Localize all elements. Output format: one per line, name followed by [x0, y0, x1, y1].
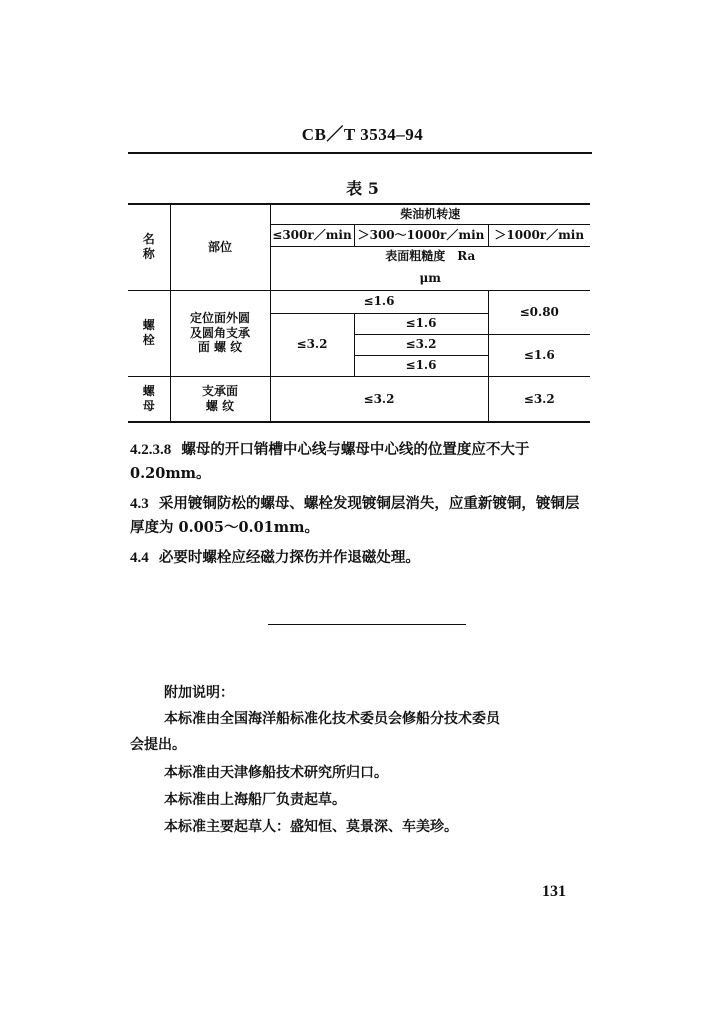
bolt-high-bottom-value: ≤1.6	[488, 334, 590, 376]
clause-number: 4.4	[130, 550, 149, 566]
bolt-low-value: ≤3.2	[270, 313, 354, 376]
section-divider	[268, 624, 466, 625]
clause-4-4	[130, 546, 592, 570]
bolt-name-text	[128, 318, 170, 348]
notes-line-4: 本标准主要起草人：盛知恒、莫景深、车美珍。	[164, 819, 458, 835]
clause-text: 螺母的开口销槽中心线与螺母中心线的位置度应不大于 0.20mm。	[130, 441, 530, 482]
bolt-part-cell	[170, 290, 270, 376]
notes-line-1: 本标准由全国海洋船标准化技术委员会修船分技术委员	[164, 711, 500, 727]
bolt-name-cell	[128, 290, 170, 376]
nut-part-line2: 螺 纹	[205, 398, 235, 413]
nut-name-text	[128, 384, 170, 414]
roughness-table	[128, 203, 590, 423]
table-caption: 表 5	[346, 179, 379, 198]
name-char: 螺	[142, 383, 155, 398]
nut-low-mid-value: ≤3.2	[270, 376, 488, 422]
document-code: CB／T 3534–94	[301, 125, 424, 144]
header-name-cell	[128, 204, 170, 290]
header-name-text	[128, 232, 170, 262]
bolt-part-line2: 及圆角支承	[189, 325, 250, 340]
name-char: 名	[142, 232, 155, 247]
roughness-unit: μm	[270, 266, 590, 290]
notes-line-3: 本标准由上海船厂负责起草。	[164, 792, 346, 808]
name-char: 螺	[142, 318, 155, 332]
header-part-cell	[170, 204, 270, 290]
nut-part-cell	[170, 376, 270, 422]
clause-text: 采用镀铜防松的螺母、螺栓发现镀铜层消失，应重新镀铜，镀铜层厚度为 0.005～0.01mm。	[130, 495, 580, 536]
clause-number: 4.2.3.8	[130, 442, 172, 458]
speed-group-header: 柴油机转速	[270, 204, 590, 224]
nut-high-value: ≤3.2	[488, 376, 590, 422]
clause-4-3	[130, 492, 592, 539]
nut-name-cell	[128, 376, 170, 422]
page-number: 131	[542, 883, 566, 900]
clause-4-2-3-8	[130, 438, 592, 485]
speed-mid-header: ＞300～1000r／min	[354, 224, 488, 246]
name-char: 栓	[142, 333, 155, 347]
roughness-label: 表面粗糙度 Ra	[270, 246, 590, 266]
name-char: 称	[142, 247, 155, 262]
header-part-text: 部位	[207, 240, 232, 255]
notes-line-1-cont: 会提出。	[130, 737, 186, 753]
nut-part-line1: 支承面	[201, 384, 238, 399]
bolt-high-top-value: ≤0.80	[488, 290, 590, 334]
speed-low-header: ≤300r／min	[270, 224, 354, 246]
notes-line-2: 本标准由天津修船技术研究所归口。	[164, 765, 388, 781]
bolt-mid-value-2: ≤3.2	[354, 334, 488, 355]
bolt-mid-value-3: ≤1.6	[354, 355, 488, 376]
speed-high-header: ＞1000r／min	[488, 224, 590, 246]
header-rule	[128, 152, 592, 154]
bolt-mid-value-1: ≤1.6	[354, 313, 488, 334]
clause-text: 必要时螺栓应经磁力探伤并作退磁处理。	[158, 549, 420, 566]
clause-number: 4.3	[130, 496, 149, 512]
name-char: 母	[142, 398, 155, 413]
bolt-part-line3: 面 螺 纹	[197, 340, 243, 355]
notes-title: 附加说明：	[164, 685, 234, 701]
bolt-part-line1: 定位面外圆	[189, 311, 250, 326]
bolt-top-merged-value: ≤1.6	[270, 290, 488, 313]
